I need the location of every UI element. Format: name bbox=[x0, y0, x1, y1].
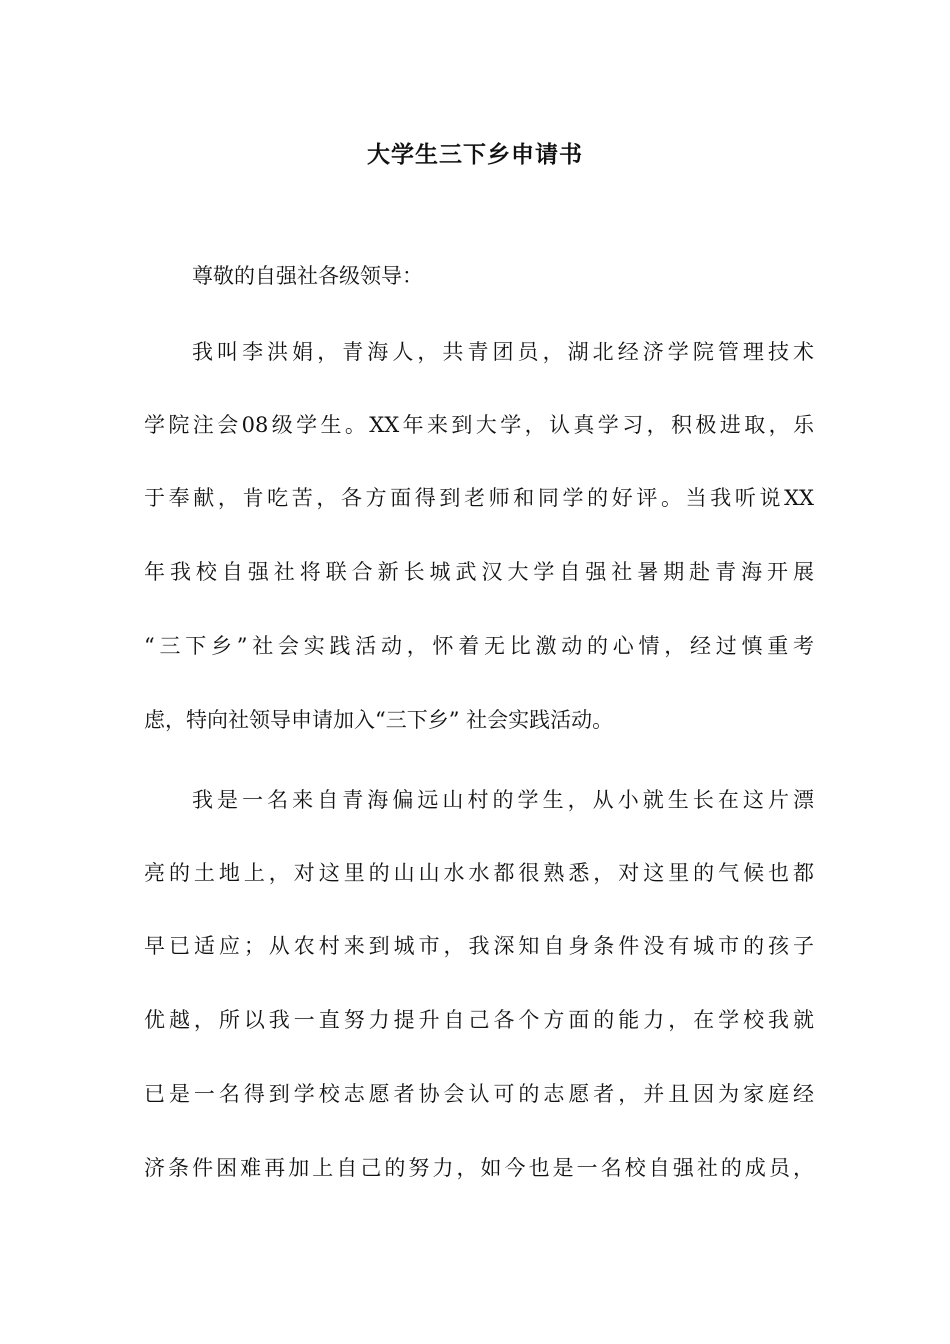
salutation: 尊敬的自强社各级领导： bbox=[192, 264, 423, 288]
document-title: 大学生三下乡申请书 bbox=[367, 142, 583, 168]
paragraph2-line: 优越，所以我一直努力提升自己各个方面的能力，在学校我就 bbox=[144, 1008, 814, 1032]
paragraph2-line: 已是一名得到学校志愿者协会认可的志愿者，并且因为家庭经 bbox=[144, 1082, 814, 1106]
paragraph1-line: 我叫李洪娟，青海人，共青团员，湖北经济学院管理技术 bbox=[192, 340, 814, 364]
paragraph1-line: 虑，特向社领导申请加入“三下乡” 社会实践活动。 bbox=[144, 708, 614, 732]
paragraph2-line: 早已适应；从农村来到城市，我深知自身条件没有城市的孩子 bbox=[144, 934, 814, 958]
paragraph2-line: 亮的土地上，对这里的山山水水都很熟悉，对这里的气候也都 bbox=[144, 861, 814, 885]
paragraph1-line: “三下乡”社会实践活动，怀着无比激动的心情，经过慎重考 bbox=[144, 634, 814, 658]
paragraph1-line: 年我校自强社将联合新长城武汉大学自强社暑期赴青海开展 bbox=[144, 560, 814, 584]
paragraph2-line: 济条件困难再加上自己的努力，如今也是一名校自强社的成员， bbox=[144, 1156, 814, 1180]
paragraph2-line: 我是一名来自青海偏远山村的学生，从小就生长在这片漂 bbox=[192, 788, 814, 812]
paragraph1-line: 学院注会08级学生。XX年来到大学，认真学习，积极进取，乐 bbox=[144, 413, 814, 437]
paragraph1-line: 于奉献，肯吃苦，各方面得到老师和同学的好评。当我听说XX bbox=[144, 486, 814, 510]
